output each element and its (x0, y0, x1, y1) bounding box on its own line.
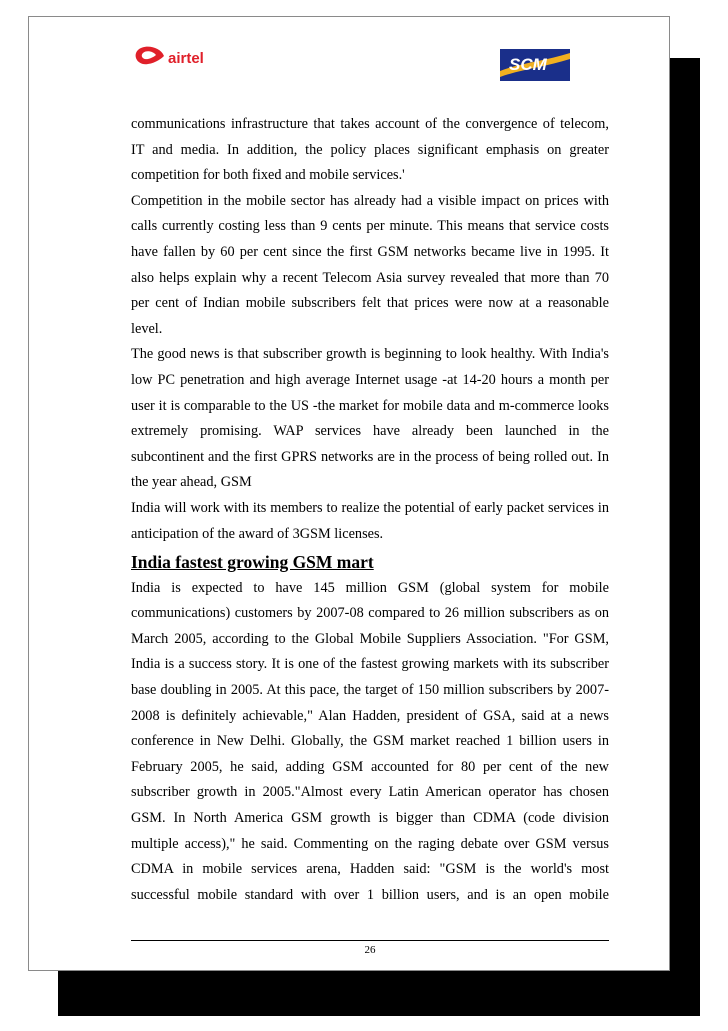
airtel-logo (126, 36, 236, 76)
scm-logo-text: SCM (509, 55, 547, 74)
page-shadow-right (670, 58, 700, 1016)
paragraph: communications infrastructure that takes account of the convergence of telecom, IT and media. In addition, the policy places significant emphasis on greater competition for both fixed and mobile services.' (131, 116, 609, 184)
paragraph: Competition in the mobile sector has already had a visible impact on prices with calls currently costing less than 9 cents per minute. This means that service costs have fallen by 60 per cent since the first GSM networks became live in 1995. It also helps explain why a recent Telecom Asia survey revealed that more than 70 per cent of Indian mobile subscribers felt that prices were now at a reasonable level. (131, 192, 609, 337)
section-heading: India fastest growing GSM mart (131, 552, 374, 573)
airtel-logo-text: airtel (168, 50, 204, 67)
scm-logo (500, 49, 570, 81)
page-shadow-bottom (58, 971, 700, 1016)
page-number: 26 (364, 944, 376, 956)
page-content (131, 112, 609, 908)
footer-rule (131, 940, 609, 941)
paragraph: India will work with its members to realize the potential of early packet services in anticipation of the award of 3GSM licenses. (131, 499, 609, 542)
paragraph: The good news is that subscriber growth is beginning to look healthy. With India's low PC penetration and high average Internet usage -at 14-20 hours a month per user it is comparable to the US -the market for mobile data and m-commerce looks extremely promising. WAP services have already been launched in the subcontinent and the first GPRS networks are in the process of being rolled out. In the year ahead, GSM (131, 346, 609, 491)
section-paragraph: India is expected to have 145 million GSM (global system for mobile communications) customers by 2007-08 compared to 26 million subscribers as on March 2005, according to the Global Mobile Suppliers Association. "For GSM, India is a success story. It is one of the fastest growing markets with its subscriber base doubling in 2005. At this pace, the target of 150 million subscribers by 2007-2008 is definitely achievable," Alan Hadden, president of GSA, said at a news conference in New Delhi. Globally, the GSM market reached 1 billion users in February 2005, he said, adding GSM accounted for 80 per cent of the new subscriber growth in 2005."Almost every Latin American operator has chosen GSM. In North America GSM growth is bigger than CDMA (code division multiple access)," he said. Commenting on the raging debate over GSM versus CDMA in mobile services arena, Hadden said: "GSM is the world's most successful mobile standard with over 1 billion users, and is an open mobile (131, 579, 609, 903)
